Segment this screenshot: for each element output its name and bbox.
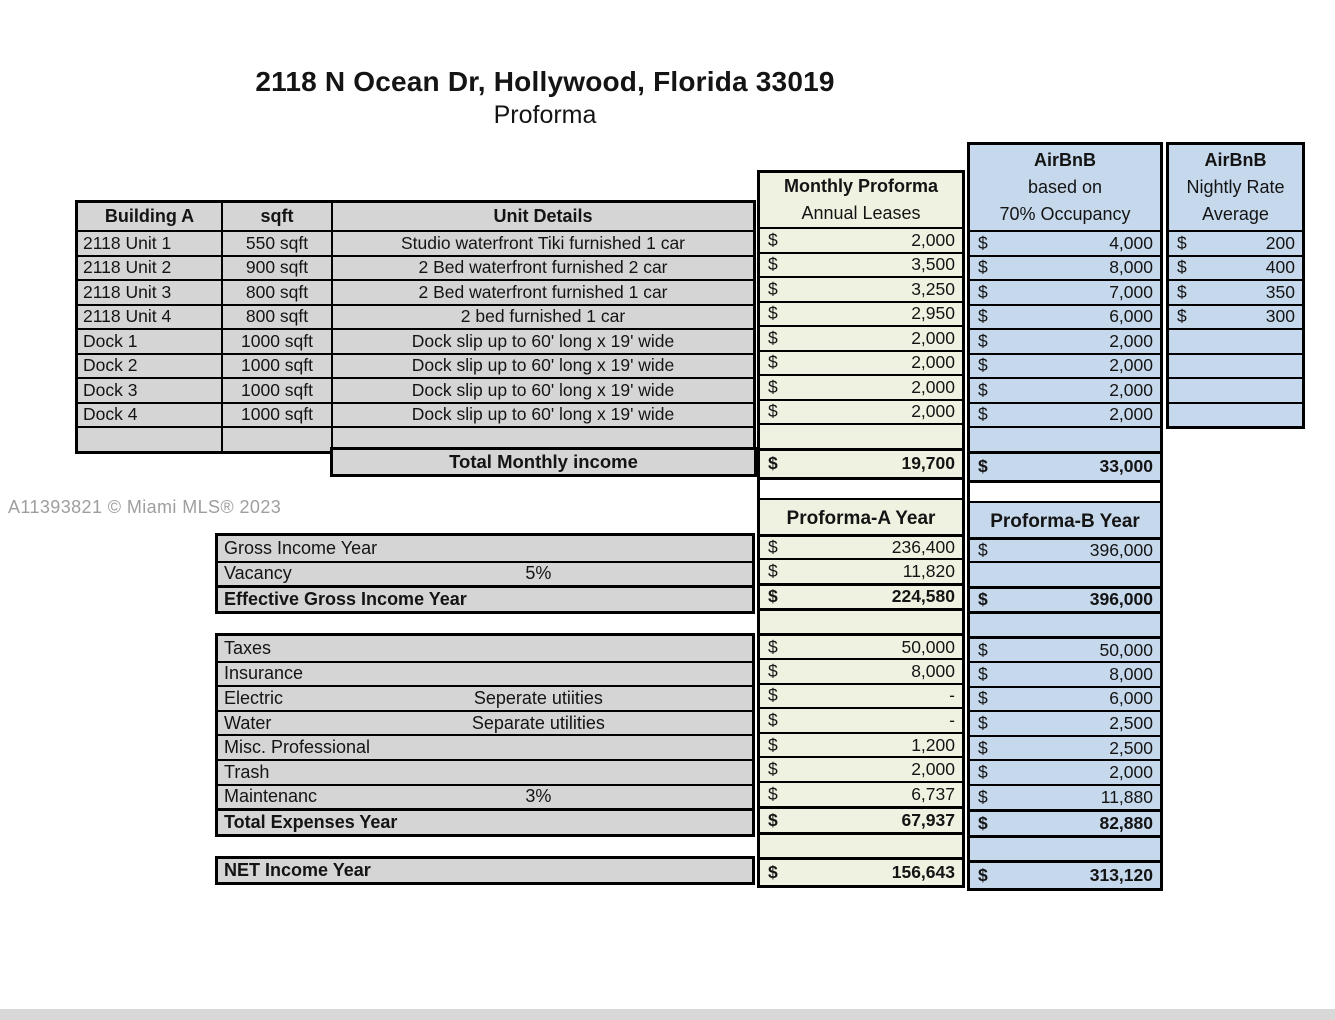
- unit-details: 2 Bed waterfront furnished 2 car: [331, 257, 753, 280]
- table-row: [78, 328, 753, 353]
- dollar-sign: $: [978, 589, 988, 610]
- airbnb-income-cell: $ 2,000: [970, 353, 1160, 378]
- airbnb-occupancy-header: [970, 145, 1160, 230]
- dollar-sign: $: [768, 376, 778, 397]
- unit-details: Dock slip up to 60' long x 19' wide: [331, 355, 753, 378]
- vacancy-rate-note: 5%: [525, 563, 552, 584]
- monthly-rent-cell: $ 3,500: [760, 252, 962, 277]
- dollar-sign: $: [978, 281, 988, 302]
- empty-cell: [1169, 402, 1302, 427]
- net-income-label-group: [215, 856, 755, 885]
- empty-cell: [760, 832, 962, 857]
- monthly-rent-cell: $ 2,000: [760, 399, 962, 424]
- airbnb-income-cell: $ 2,000: [970, 377, 1160, 402]
- airbnb-income-cell: $ 4,000: [970, 230, 1160, 255]
- header-line: Average: [1202, 204, 1269, 224]
- dollar-sign: $: [978, 737, 988, 758]
- spacer-cell: [970, 480, 1160, 501]
- header-line: based on: [1027, 177, 1103, 197]
- unit-name: 2118 Unit 1: [83, 232, 172, 253]
- table-row: [78, 353, 753, 378]
- annual-b-cell: $ 2,000: [970, 759, 1160, 784]
- annual-b-cell: $ 2,500: [970, 710, 1160, 735]
- unit-name: 2118 Unit 2: [83, 257, 172, 278]
- annual-b-cell: $ 50,000: [970, 636, 1160, 661]
- airbnb-income-cell: $ 2,000: [970, 402, 1160, 427]
- expense-labels-group: [215, 633, 755, 837]
- monthly-rent-cell: $ 2,000: [760, 325, 962, 350]
- empty-cell: [970, 611, 1160, 636]
- dollar-sign: $: [768, 809, 778, 830]
- dollar-sign: $: [768, 352, 778, 373]
- proforma-b-column: [967, 142, 1163, 891]
- income-row-label: Gross Income Year: [218, 536, 752, 561]
- expense-row-label: Taxes: [218, 636, 752, 661]
- expense-row-label: Water Separate utilities: [218, 710, 752, 735]
- monthly-rent-cell: $ 2,950: [760, 301, 962, 326]
- monthly-proforma-header: [760, 173, 962, 227]
- monthly-rent-cell: $ 2,000: [760, 227, 962, 252]
- annual-b-cell: $ 396,000: [970, 586, 1160, 612]
- dollar-sign: $: [978, 330, 988, 351]
- annual-a-cell: $ 236,400: [760, 534, 962, 559]
- monthly-rent-cell: $ 2,000: [760, 350, 962, 375]
- table-row: [78, 255, 753, 280]
- dollar-sign: $: [978, 812, 988, 833]
- monthly-rent-cell: $ 2,000: [760, 374, 962, 399]
- expense-row-label: Insurance: [218, 661, 752, 686]
- unit-details: Dock slip up to 60' long x 19' wide: [331, 330, 753, 353]
- unit-name: Dock 3: [83, 379, 138, 400]
- dollar-sign: $: [768, 586, 778, 607]
- dollar-sign: $: [768, 759, 778, 780]
- dollar-sign: $: [768, 303, 778, 324]
- empty-cell: [760, 608, 962, 633]
- maintenance-rate-note: 3%: [525, 786, 552, 807]
- mls-watermark: A11393821 © Miami MLS® 2023: [8, 497, 282, 517]
- airbnb-nightly-header: [1169, 145, 1302, 230]
- dollar-sign: $: [978, 663, 988, 684]
- empty-cell: [221, 428, 331, 451]
- annual-a-cell: $ 224,580: [760, 583, 962, 609]
- table-row: [78, 377, 753, 402]
- annual-a-cell: $ 11,820: [760, 558, 962, 583]
- unit-name: Dock 4: [83, 404, 138, 425]
- unit-sqft: 1000 sqft: [221, 379, 331, 402]
- unit-sqft: 1000 sqft: [221, 330, 331, 353]
- annual-a-cell: $ 2,000: [760, 756, 962, 781]
- nightly-rate-cell: $ 200: [1169, 230, 1302, 255]
- dollar-sign: $: [978, 864, 988, 885]
- nightly-rate-cell: $ 300: [1169, 304, 1302, 329]
- annual-a-cell: $ 67,937: [760, 806, 962, 832]
- dollar-sign: $: [768, 401, 778, 422]
- annual-a-cell: $ -: [760, 683, 962, 708]
- unit-sqft: 800 sqft: [221, 306, 331, 329]
- unit-name: Dock 1: [83, 330, 138, 351]
- expense-row-label: Maintenanc 3%: [218, 784, 752, 809]
- proforma-a-column: [757, 170, 965, 888]
- header-line: 70% Occupancy: [999, 204, 1131, 224]
- dollar-sign: $: [768, 254, 778, 275]
- unit-details: Studio waterfront Tiki furnished 1 car: [331, 232, 753, 255]
- spacer-cell: [760, 477, 962, 498]
- dollar-sign: $: [978, 762, 988, 783]
- unit-details: 2 Bed waterfront furnished 1 car: [331, 281, 753, 304]
- income-labels-group: [215, 533, 755, 614]
- dollar-sign: $: [768, 685, 778, 706]
- nightly-rate-cell: $ 400: [1169, 255, 1302, 280]
- dollar-sign: $: [978, 639, 988, 660]
- unit-table-header: [78, 203, 753, 230]
- annual-b-cell: $ 82,880: [970, 809, 1160, 835]
- expense-row-label: Misc. Professional: [218, 734, 752, 759]
- column-header-sqft: sqft: [221, 203, 331, 230]
- airbnb-income-cell: $ 7,000: [970, 279, 1160, 304]
- annual-a-cell: $ 1,200: [760, 732, 962, 757]
- total-monthly-a-cell: $ 19,700: [760, 448, 962, 477]
- unit-sqft: 1000 sqft: [221, 404, 331, 427]
- annual-b-cell: $ 2,500: [970, 735, 1160, 760]
- dollar-sign: $: [1177, 232, 1187, 253]
- header-line: AirBnB: [1204, 150, 1267, 170]
- expense-row-label: Total Expenses Year: [218, 808, 752, 834]
- net-income-row-label: NET Income Year: [218, 859, 752, 882]
- dollar-sign: $: [768, 861, 778, 882]
- empty-cell: [1169, 353, 1302, 378]
- dollar-sign: $: [768, 536, 778, 557]
- dollar-sign: $: [768, 327, 778, 348]
- annual-b-cell: $ 396,000: [970, 537, 1160, 562]
- unit-sqft: 550 sqft: [221, 232, 331, 255]
- dollar-sign: $: [1177, 306, 1187, 327]
- empty-cell: [970, 835, 1160, 860]
- annual-a-cell: $ 156,643: [760, 857, 962, 885]
- table-row: [78, 230, 753, 255]
- unit-name: Dock 2: [83, 355, 138, 376]
- dollar-sign: $: [768, 783, 778, 804]
- table-row: [78, 279, 753, 304]
- header-line: Annual Leases: [801, 203, 921, 223]
- expense-row-label: Trash: [218, 759, 752, 784]
- table-row: [78, 304, 753, 329]
- dollar-sign: $: [768, 636, 778, 657]
- bottom-strip: [0, 1009, 1335, 1020]
- expense-row-label: Electric Seperate utiities: [218, 685, 752, 710]
- electric-note: Seperate utiities: [473, 687, 603, 708]
- unit-sqft: 900 sqft: [221, 257, 331, 280]
- dollar-sign: $: [978, 786, 988, 807]
- nightly-rate-column: [1166, 142, 1305, 429]
- annual-b-cell: $ 8,000: [970, 661, 1160, 686]
- empty-cell: [1169, 328, 1302, 353]
- water-note: Separate utilities: [471, 712, 605, 733]
- unit-details: 2 bed furnished 1 car: [331, 306, 753, 329]
- dollar-sign: $: [1177, 281, 1187, 302]
- header-line: AirBnB: [1034, 150, 1096, 170]
- dollar-sign: $: [768, 278, 778, 299]
- dollar-sign: $: [978, 232, 988, 253]
- annual-b-cell: $ 313,120: [970, 860, 1160, 888]
- dollar-sign: $: [978, 404, 988, 425]
- dollar-sign: $: [978, 539, 988, 560]
- page-subtitle: Proforma: [493, 101, 597, 129]
- empty-cell: [970, 426, 1160, 451]
- dollar-sign: $: [978, 257, 988, 278]
- unit-name: 2118 Unit 4: [83, 306, 172, 327]
- header-line: Nightly Rate: [1186, 177, 1285, 197]
- dollar-sign: $: [1177, 257, 1187, 278]
- empty-cell: [760, 423, 962, 448]
- dollar-sign: $: [978, 379, 988, 400]
- dollar-sign: $: [978, 306, 988, 327]
- income-row-label: Vacancy 5%: [218, 561, 752, 586]
- income-row-label: Effective Gross Income Year: [218, 585, 752, 611]
- annual-b-cell: $ 6,000: [970, 686, 1160, 711]
- dollar-sign: $: [768, 229, 778, 250]
- dollar-sign: $: [978, 456, 988, 476]
- annual-b-cell: $ 11,880: [970, 784, 1160, 809]
- dollar-sign: $: [978, 355, 988, 376]
- annual-a-cell: $ 6,737: [760, 781, 962, 806]
- dollar-sign: $: [978, 712, 988, 733]
- proforma-b-year-header: Proforma-B Year: [970, 501, 1160, 537]
- unit-sqft: 800 sqft: [221, 281, 331, 304]
- airbnb-income-cell: $ 6,000: [970, 304, 1160, 329]
- unit-table: [75, 200, 756, 454]
- dollar-sign: $: [768, 660, 778, 681]
- dollar-sign: $: [768, 560, 778, 581]
- table-row: [78, 402, 753, 427]
- airbnb-income-cell: $ 8,000: [970, 255, 1160, 280]
- dollar-sign: $: [768, 734, 778, 755]
- unit-sqft: 1000 sqft: [221, 355, 331, 378]
- unit-name: 2118 Unit 3: [83, 281, 172, 302]
- proforma-a-year-header: Proforma-A Year: [760, 498, 962, 534]
- nightly-rate-cell: $ 350: [1169, 279, 1302, 304]
- unit-details: Dock slip up to 60' long x 19' wide: [331, 379, 753, 402]
- monthly-rent-cell: $ 3,250: [760, 276, 962, 301]
- column-header-building: Building A: [104, 206, 195, 226]
- dollar-sign: $: [768, 453, 778, 473]
- annual-a-cell: $ 8,000: [760, 658, 962, 683]
- dollar-sign: $: [768, 709, 778, 730]
- airbnb-income-cell: $ 2,000: [970, 328, 1160, 353]
- annual-a-cell: $ 50,000: [760, 633, 962, 658]
- empty-cell: [78, 428, 221, 451]
- header-line: Monthly Proforma: [783, 176, 938, 196]
- unit-details: Dock slip up to 60' long x 19' wide: [331, 404, 753, 427]
- total-monthly-b-cell: $ 33,000: [970, 451, 1160, 480]
- column-header-details: Unit Details: [331, 203, 753, 230]
- empty-cell: [1169, 377, 1302, 402]
- total-monthly-income-label: Total Monthly income: [330, 447, 757, 477]
- empty-cell: [970, 561, 1160, 586]
- dollar-sign: $: [978, 688, 988, 709]
- page-title: 2118 N Ocean Dr, Hollywood, Florida 33019: [255, 66, 835, 97]
- annual-a-cell: $ -: [760, 707, 962, 732]
